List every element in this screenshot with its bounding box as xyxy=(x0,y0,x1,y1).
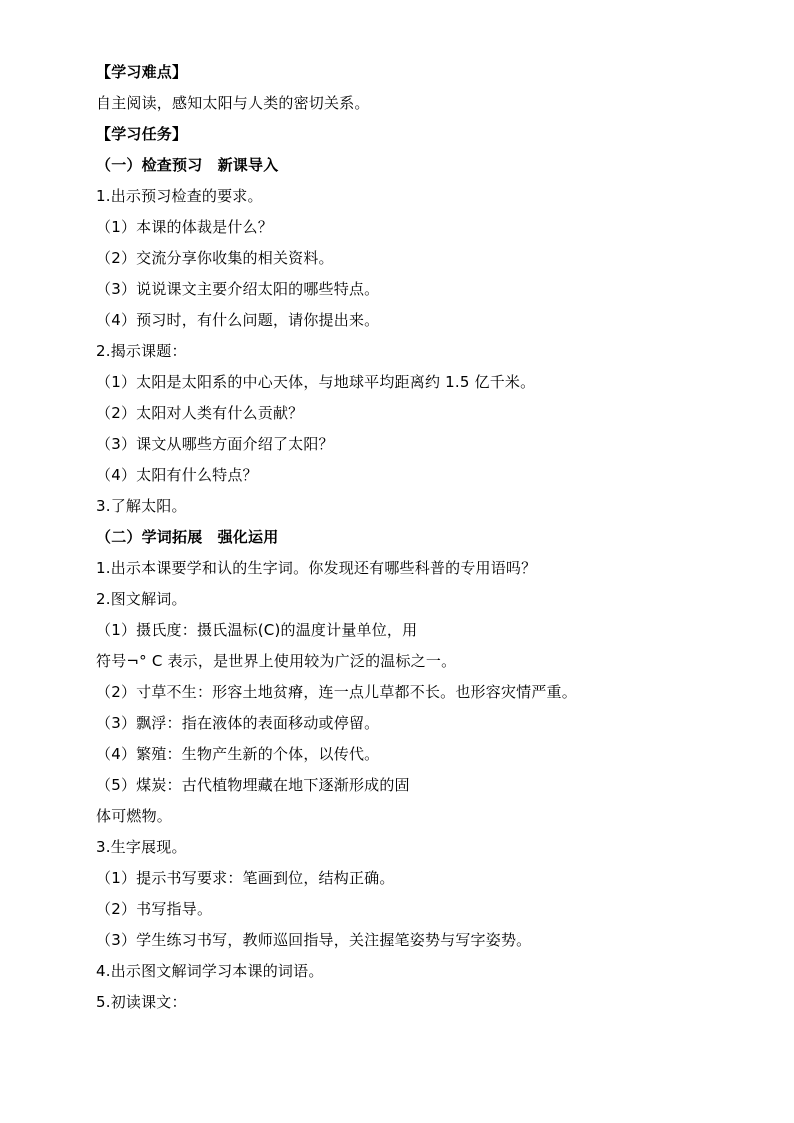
list-item: 1.出示预习检查的要求。 xyxy=(96,187,263,205)
list-item: 3.生字展现。 xyxy=(96,838,187,856)
sub-list-item: （2）书写指导。 xyxy=(96,900,213,918)
list-item: 4.出示图文解词学习本课的词语。 xyxy=(96,962,324,980)
list-item: 1.出示本课要学和认的生字词。你发现还有哪些科普的专用语吗？ xyxy=(96,559,537,577)
sub-list-item: （2）太阳对人类有什么贡献？ xyxy=(96,404,304,422)
sub-list-item: （4）预习时，有什么问题，请你提出来。 xyxy=(96,311,380,329)
heading-learning-tasks: 【学习任务】 xyxy=(96,125,188,143)
section-heading-vocabulary: （二）学词拓展 强化运用 xyxy=(96,528,279,546)
continuation-line: 符号¬° C 表示，是世界上使用较为广泛的温标之一。 xyxy=(96,652,457,670)
list-item: 2.揭示课题： xyxy=(96,342,187,360)
sub-list-item: （2）寸草不生：形容土地贫瘠，连一点儿草都不长。也形容灾情严重。 xyxy=(96,683,577,701)
sub-list-item: （1）摄氏度：摄氏温标(C)的温度计量单位，用 xyxy=(96,621,418,639)
sub-list-item: （3）学生练习书写，教师巡回指导，关注握笔姿势与写字姿势。 xyxy=(96,931,532,949)
list-item: 2.图文解词。 xyxy=(96,590,187,608)
sub-list-item: （5）煤炭：古代植物埋藏在地下逐渐形成的固 xyxy=(96,776,410,794)
sub-list-item: （1）太阳是太阳系的中心天体，与地球平均距离约 1.5 亿千米。 xyxy=(96,373,536,391)
sub-list-item: （3）飘浮：指在液体的表面移动或停留。 xyxy=(96,714,380,732)
sub-list-item: （3）课文从哪些方面介绍了太阳？ xyxy=(96,435,334,453)
continuation-line: 体可燃物。 xyxy=(96,807,173,825)
sub-list-item: （3）说说课文主要介绍太阳的哪些特点。 xyxy=(96,280,380,298)
list-item: 5.初读课文： xyxy=(96,993,187,1011)
sub-list-item: （1）提示书写要求：笔画到位，结构正确。 xyxy=(96,869,395,887)
heading-learning-difficulty: 【学习难点】 xyxy=(96,63,188,81)
sub-list-item: （4）繁殖：生物产生新的个体，以传代。 xyxy=(96,745,380,763)
sub-list-item: （4）太阳有什么特点？ xyxy=(96,466,258,484)
list-item: 3.了解太阳。 xyxy=(96,497,187,515)
section-heading-preview-check: （一）检查预习 新课导入 xyxy=(96,156,279,174)
paragraph-difficulty-content: 自主阅读，感知太阳与人类的密切关系。 xyxy=(96,94,370,112)
sub-list-item: （2）交流分享你收集的相关资料。 xyxy=(96,249,334,267)
sub-list-item: （1）本课的体裁是什么？ xyxy=(96,218,273,236)
document-page xyxy=(96,57,736,1018)
